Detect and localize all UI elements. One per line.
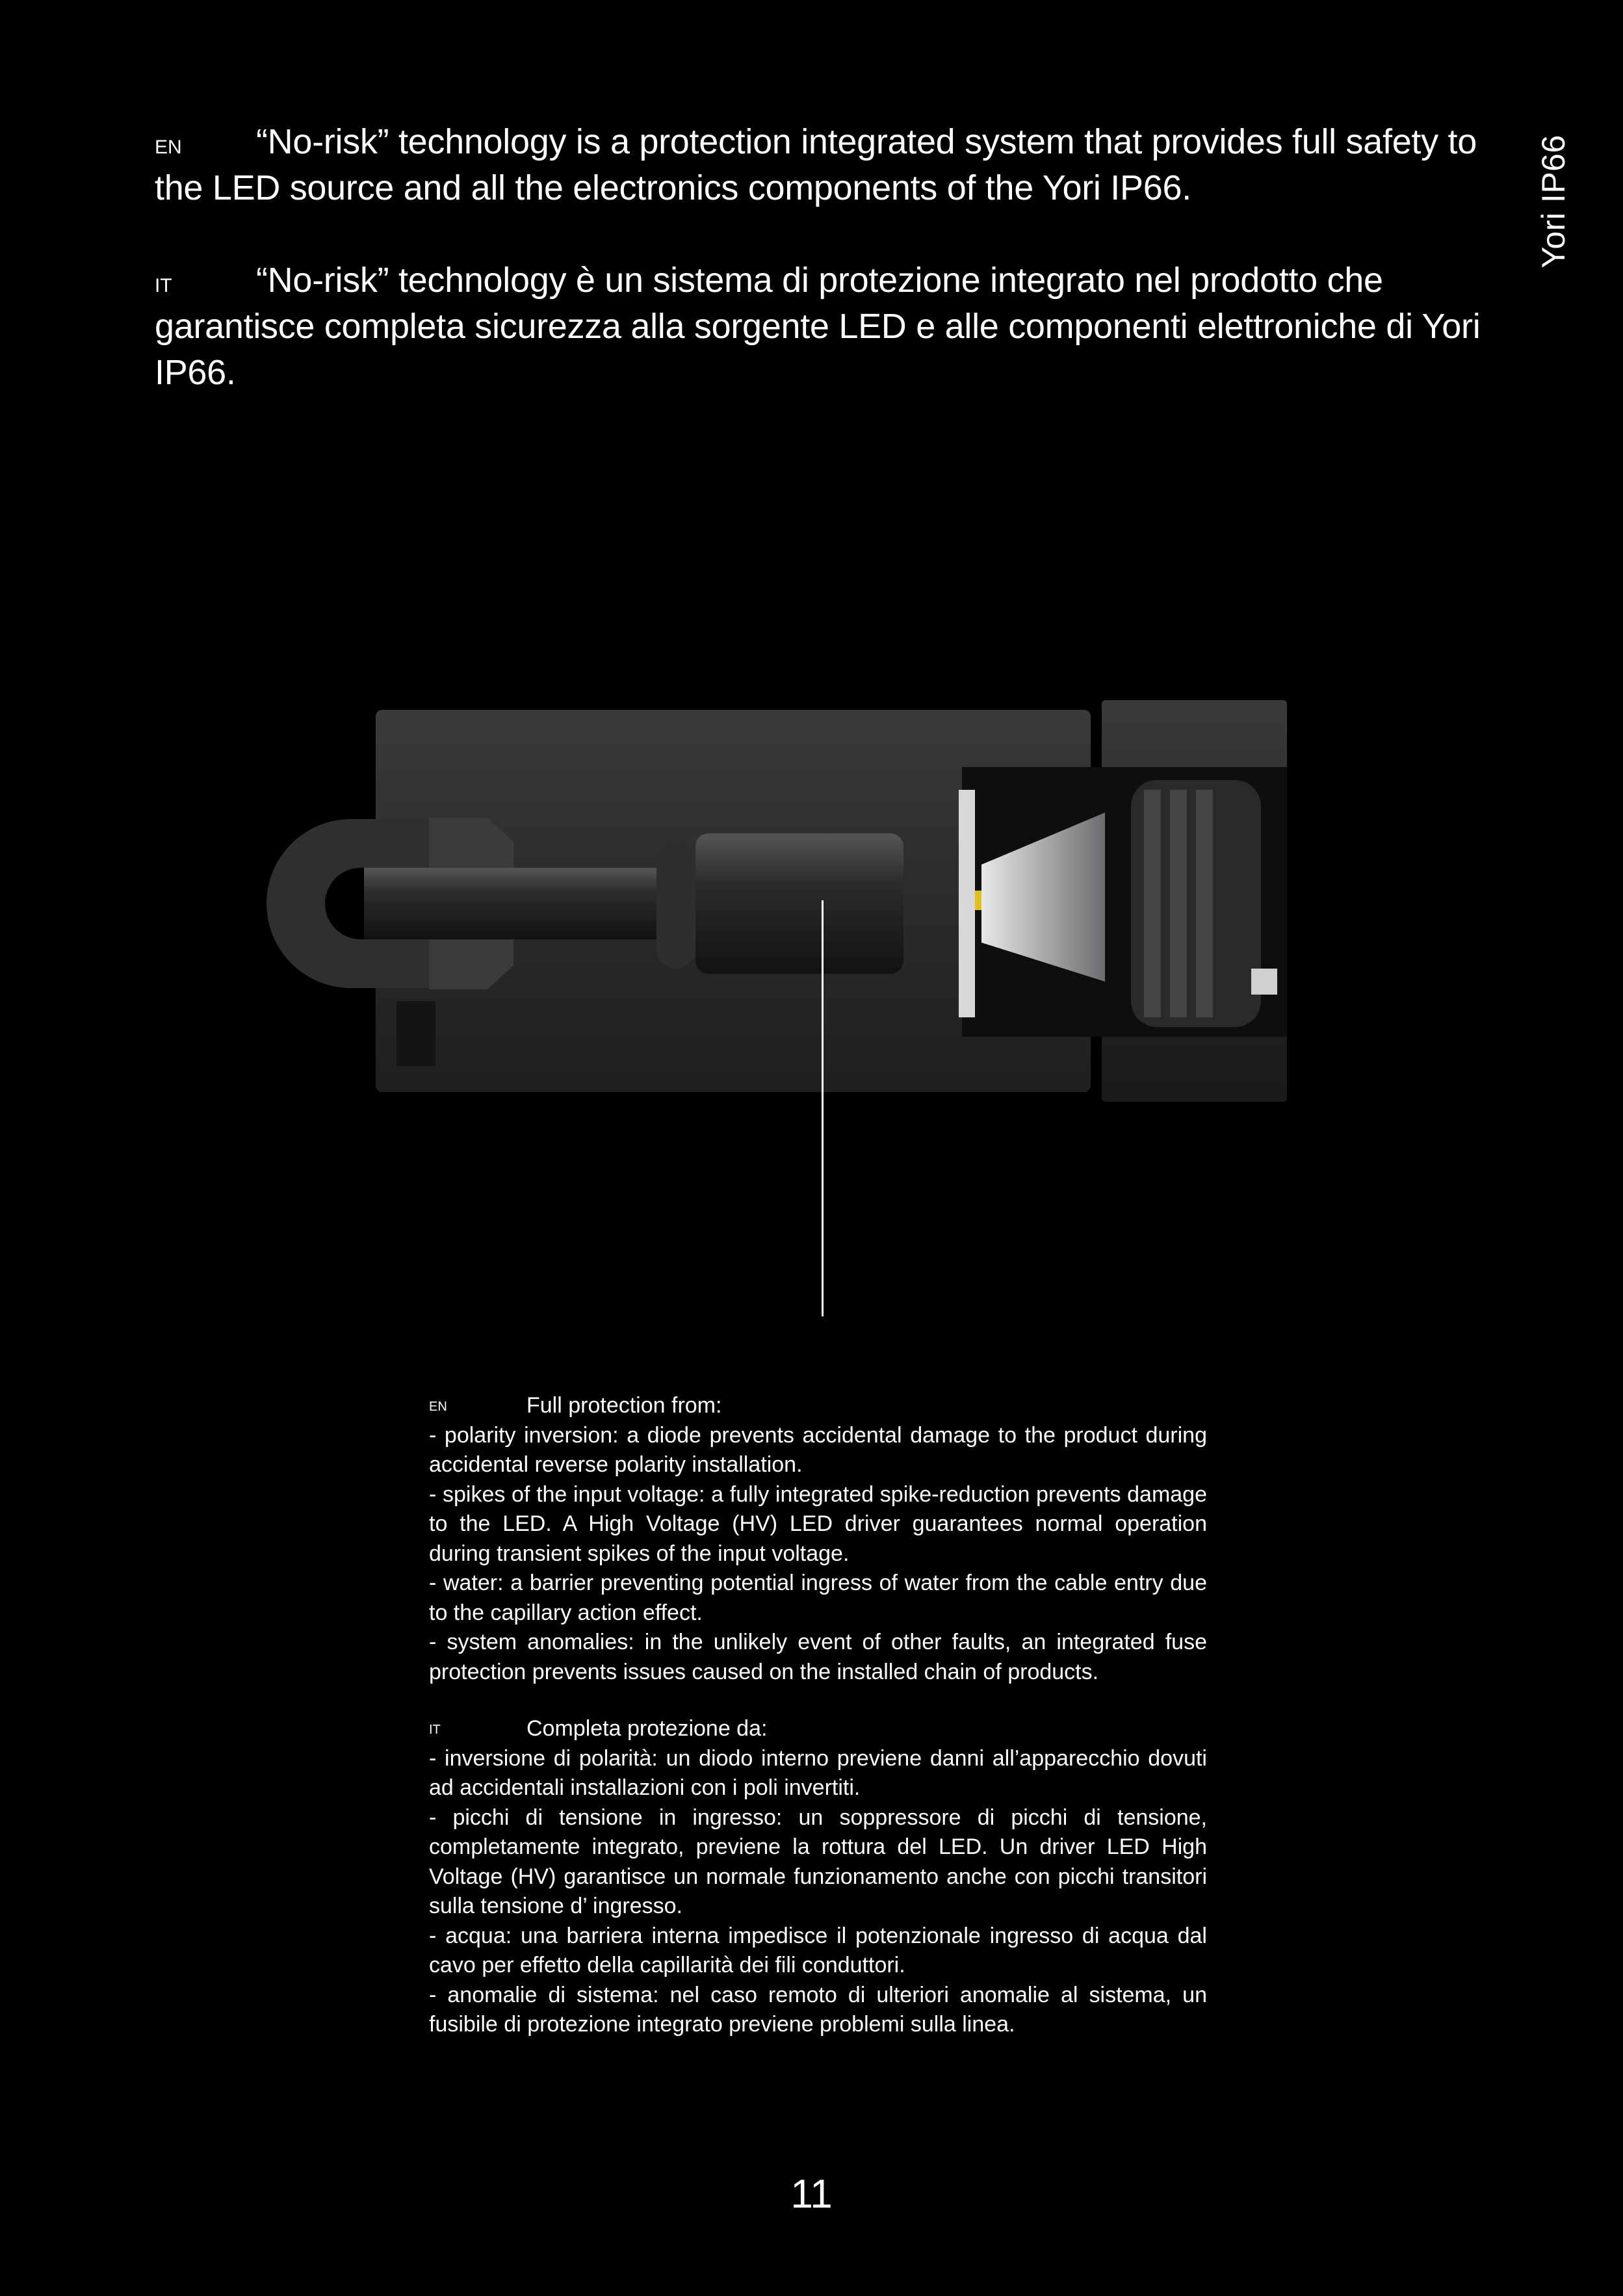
intro-en-text: “No-risk” technology is a protection integrated system that provides full safety to the LED source and all the electronics components of the Yori IP66. — [155, 122, 1477, 207]
product-cross-section-illustration — [201, 683, 1306, 1151]
thread-ring — [1170, 790, 1187, 1017]
product-title-vertical — [1534, 130, 1573, 273]
features-en — [429, 1391, 1207, 1687]
lang-tag-en-small: EN — [429, 1400, 447, 1414]
callout-leader-line — [822, 900, 824, 1316]
lang-tag-it: IT — [155, 275, 172, 296]
seal-ring — [656, 839, 695, 969]
led-chip — [975, 891, 981, 910]
features-en-heading: Full protection from: — [526, 1393, 722, 1418]
features-en-item: - system anomalies: in the unlikely event of other faults, an integrated fuse protection prevents issues caused on the installed chain of products. — [429, 1630, 1207, 1684]
features-en-heading-line — [429, 1391, 1207, 1421]
features-en-item: - polarity inversion: a diode prevents accidental damage to the product during accidental reverse polarity installation. — [429, 1422, 1207, 1477]
features-it-heading-line — [429, 1714, 1207, 1744]
front-clip — [1251, 969, 1277, 995]
led-board — [959, 790, 975, 1017]
features-it-item: - picchi di tensione in ingresso: un soppressore di picchi di tensione, completamente integrato, previene la rottura del LED. Un driver LED High Voltage (HV) garantisce un normale funzionamento anche con picchi transitori sulla tensione d’ ingresso. — [429, 1805, 1207, 1918]
driver-barrel — [695, 833, 903, 974]
features-en-item: - water: a barrier preventing potential ingress of water from the cable entry due to the capillary action effect. — [429, 1571, 1207, 1625]
product-title-text: Yori IP66 — [1535, 135, 1572, 268]
lang-tag-it-small: IT — [429, 1723, 441, 1737]
features-en-item: - spikes of the input voltage: a fully integrated spike-reduction prevents damage to the LED. A High Voltage (HV) LED driver guarantees normal operation during transient spikes of the input voltage. — [429, 1481, 1207, 1566]
page-number: 11 — [790, 2172, 833, 2217]
features-it-item: - inversione di polarità: un diodo interno previene danni all’apparecchio dovuti ad accidentali installazioni con i poli invertiti. — [429, 1745, 1207, 1800]
intro-it-text: “No-risk” technology è un sistema di protezione integrato nel prodotto che garantisce completa sicurezza alla sorgente LED e alle componenti elettroniche di Yori IP66. — [155, 261, 1481, 392]
features-it-heading: Completa protezione da: — [526, 1716, 768, 1741]
features-it-item: - anomalie di sistema: nel caso remoto di ulteriori anomalie al sistema, un fusibile di protezione integrato previene problemi sulla linea. — [429, 1982, 1207, 2037]
thread-ring — [1144, 790, 1161, 1017]
lang-tag-en: EN — [155, 137, 182, 158]
features-it — [429, 1714, 1207, 2040]
screw-recess — [396, 1001, 435, 1066]
thread-ring — [1196, 790, 1213, 1017]
intro-it — [155, 257, 1494, 396]
intro-en — [155, 119, 1494, 211]
features-it-item: - acqua: una barriera interna impedisce il potenzionale ingresso di acqua dal cavo per effetto della capillarità dei fili conduttori. — [429, 1923, 1207, 1977]
